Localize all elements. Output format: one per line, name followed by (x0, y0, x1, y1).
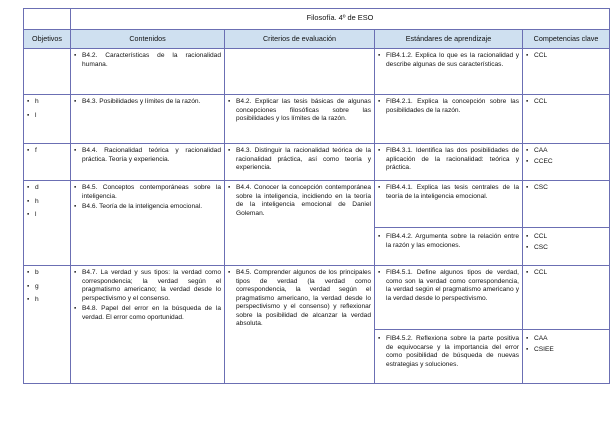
item-text: B4.4. Racionalidad teórica y racionalidad práctica. Teoría y experiencia. (82, 146, 221, 163)
bullet-icon: ▪ (27, 111, 30, 119)
objectives-cell (24, 48, 71, 94)
table-row (24, 143, 610, 180)
bullet-icon: ▪ (526, 97, 529, 105)
item-text: FIB4.1.2. Explica lo que es la racionalidad y describe algunas de sus características. (386, 51, 519, 68)
item-text: CSC (534, 243, 548, 251)
criteria-cell (225, 180, 375, 265)
bullet-icon: ▪ (378, 146, 381, 154)
table-title: Filosofía. 4º de ESO (71, 9, 610, 30)
criteria-cell (225, 48, 375, 94)
bullet-icon: ▪ (27, 197, 30, 205)
bullet-icon: ▪ (27, 282, 30, 290)
bullet-icon: ▪ (74, 305, 77, 313)
standards-cell (375, 265, 523, 383)
competence-item (526, 269, 606, 278)
standard-subcell (375, 227, 522, 250)
competence-group (526, 147, 606, 166)
contents-cell (71, 94, 225, 143)
item-text: B4.2. Características de la racionalidad humana. (82, 51, 221, 68)
standards-cell (375, 48, 523, 94)
bullet-icon: ▪ (74, 51, 77, 59)
item-text: B4.8. Papel del error en la búsqueda de la verdad. El error como oportunidad. (82, 305, 221, 321)
corner-empty-cell (24, 9, 71, 30)
content-item (74, 269, 221, 303)
competence-item (526, 184, 606, 193)
bullet-icon: ▪ (378, 232, 381, 240)
standard-item (378, 269, 519, 324)
bullet-icon: ▪ (27, 97, 30, 105)
table-row (24, 180, 610, 265)
item-text: FIB4.3.1. Identifica las dos posibilidades de aplicación de la racionalidad: teórica y práctica. (386, 146, 519, 172)
standards-cell (375, 94, 523, 143)
column-header-1: Objetivos (24, 29, 71, 48)
item-text: CAA (534, 334, 548, 342)
criterion-item (228, 184, 371, 218)
bullet-icon: ▪ (526, 232, 529, 240)
objective-item (27, 184, 67, 193)
bullet-icon: ▪ (526, 345, 529, 353)
item-text: FIB4.5.1. Define algunos tipos de verdad, como son la verdad como correspondencia, la verdad según el pragmatismo americano y la verdad desde lo perspectivismo. (386, 268, 519, 302)
item-text: h (35, 296, 39, 304)
item-text: B4.5. Conceptos contemporáneas sobre la inteligencia. (82, 183, 221, 200)
competences-cell (523, 143, 610, 180)
competence-group (526, 52, 606, 61)
bullet-icon: ▪ (27, 146, 30, 154)
table-body (24, 48, 610, 383)
bullet-icon: ▪ (378, 97, 381, 105)
content-item (74, 184, 221, 201)
bullet-icon: ▪ (228, 183, 231, 191)
bullet-icon: ▪ (526, 157, 529, 165)
criterion-item (228, 147, 371, 173)
content-item (74, 98, 221, 107)
item-text: B4.4. Conocer la concepción contemporánea sobre la inteligencia, incidiendo en la teoría de la inteligencia emocional de Daniel Goleman. (236, 183, 371, 217)
bullet-icon: ▪ (74, 146, 77, 154)
content-item (74, 305, 221, 322)
competence-item (526, 52, 606, 61)
curriculum-table (23, 8, 610, 384)
bullet-icon: ▪ (74, 183, 77, 191)
item-text: B4.2. Explicar las tesis básicas de algunas concepciones filosóficas sobre las posibilidades y los límites de la razón. (236, 97, 371, 123)
item-text: CSC (534, 183, 548, 191)
item-text: FIB4.2.1. Explica la concepción sobre las posibilidades de la razón. (386, 97, 519, 114)
item-text: CAA (534, 146, 548, 154)
item-text: FIB4.5.2. Reflexiona sobre la parte positiva de equivocarse y la importancia del error como posibilidad de búsqueda de nuevas estrategias y soluciones. (386, 334, 519, 368)
item-text: f (35, 146, 37, 154)
bullet-icon: ▪ (27, 268, 30, 276)
item-text: CCL (534, 97, 548, 105)
bullet-icon: ▪ (526, 183, 529, 191)
standard-item (378, 52, 519, 69)
table-row (24, 94, 610, 143)
competences-cell (523, 180, 610, 265)
criteria-cell (225, 143, 375, 180)
criterion-item (228, 269, 371, 329)
competence-item (526, 346, 606, 355)
standard-subcell (375, 329, 522, 369)
bullet-icon: ▪ (378, 51, 381, 59)
bullet-icon: ▪ (378, 334, 381, 342)
competence-item (526, 335, 606, 344)
bullet-icon: ▪ (378, 183, 381, 191)
bullet-icon: ▪ (228, 268, 231, 276)
table-row (24, 265, 610, 383)
item-text: CCEC (534, 157, 553, 165)
item-text: FIB4.4.2. Argumenta sobre la relación entre la razón y las emociones. (386, 232, 519, 249)
competence-item (526, 158, 606, 167)
competence-group (523, 227, 609, 252)
item-text: CCL (534, 268, 548, 276)
objective-item (27, 211, 67, 220)
objective-item (27, 112, 67, 121)
criteria-cell (225, 265, 375, 383)
standards-cell (375, 143, 523, 180)
objectives-cell (24, 180, 71, 265)
column-header-5: Competencias clave (523, 29, 610, 48)
item-text: g (35, 282, 39, 290)
standards-cell (375, 180, 523, 265)
item-text: h (35, 97, 39, 105)
item-text: FIB4.4.1. Explica las tesis centrales de la teoría de la inteligencia emocional. (386, 183, 519, 200)
item-text: h (35, 197, 39, 205)
item-text: B4.5. Comprender algunos de los principales tipos de verdad (la verdad como correspondencia, la verdad según el pragmatismo americano, la verdad desde lo perspectivismo y el consenso) y reflexionar sobre la posibilidad de alcanzar la verdad absoluta. (236, 268, 371, 328)
contents-cell (71, 48, 225, 94)
competence-item (526, 147, 606, 156)
objective-item (27, 296, 67, 305)
bullet-icon: ▪ (526, 51, 529, 59)
competences-cell (523, 265, 610, 383)
criterion-item (228, 98, 371, 124)
competences-cell (523, 48, 610, 94)
objective-item (27, 147, 67, 156)
bullet-icon: ▪ (378, 268, 381, 276)
bullet-icon: ▪ (74, 268, 77, 276)
bullet-icon: ▪ (228, 146, 231, 154)
standard-item (378, 335, 519, 369)
item-text: B4.7. La verdad y sus tipos: la verdad como correspondencia; la verdad según el pragmatismo americano; la verdad desde lo perspectivismo y el consenso. (82, 268, 221, 302)
competence-item (526, 244, 606, 253)
competence-group (526, 184, 606, 222)
content-item (74, 147, 221, 164)
objective-item (27, 269, 67, 278)
competence-group (523, 329, 609, 354)
item-text: B4.3. Posibilidades y límites de la razón. (82, 97, 201, 105)
competence-group (526, 269, 606, 324)
bullet-icon: ▪ (526, 243, 529, 251)
contents-cell (71, 180, 225, 265)
bullet-icon: ▪ (228, 97, 231, 105)
item-text: B4.3. Distinguir la racionalidad teórica de la racionalidad práctica, así como teoría y experiencia. (236, 146, 371, 172)
objective-item (27, 98, 67, 107)
item-text: CCL (534, 232, 548, 240)
column-header-3: Criterios de evaluación (225, 29, 375, 48)
bullet-icon: ▪ (27, 211, 30, 219)
standard-item (378, 233, 519, 250)
item-text: CSIEE (534, 345, 554, 353)
column-header-2: Contenidos (71, 29, 225, 48)
bullet-icon: ▪ (526, 146, 529, 154)
item-text: CCL (534, 51, 548, 59)
contents-cell (71, 143, 225, 180)
contents-cell (71, 265, 225, 383)
bullet-icon: ▪ (526, 268, 529, 276)
objectives-cell (24, 94, 71, 143)
bullet-icon: ▪ (27, 296, 30, 304)
bullet-icon: ▪ (27, 183, 30, 191)
objectives-cell (24, 265, 71, 383)
competence-item (526, 233, 606, 242)
bullet-icon: ▪ (74, 203, 77, 211)
criteria-cell (225, 94, 375, 143)
standard-item (378, 184, 519, 222)
item-text: l (35, 211, 37, 219)
bullet-icon: ▪ (526, 334, 529, 342)
content-item (74, 203, 221, 212)
objectives-cell (24, 143, 71, 180)
standard-item (378, 147, 519, 173)
competence-group (526, 98, 606, 107)
item-text: B4.6. Teoría de la inteligencia emocional. (82, 203, 203, 211)
item-text: d (35, 183, 39, 191)
column-header-4: Estándares de aprendizaje (375, 29, 523, 48)
competences-cell (523, 94, 610, 143)
content-item (74, 52, 221, 69)
table-row (24, 48, 610, 94)
header-row (24, 29, 610, 48)
item-text: l (35, 111, 37, 119)
competence-item (526, 98, 606, 107)
objective-item (27, 283, 67, 292)
objective-item (27, 198, 67, 207)
standard-item (378, 98, 519, 115)
bullet-icon: ▪ (74, 97, 77, 105)
item-text: b (35, 268, 39, 276)
